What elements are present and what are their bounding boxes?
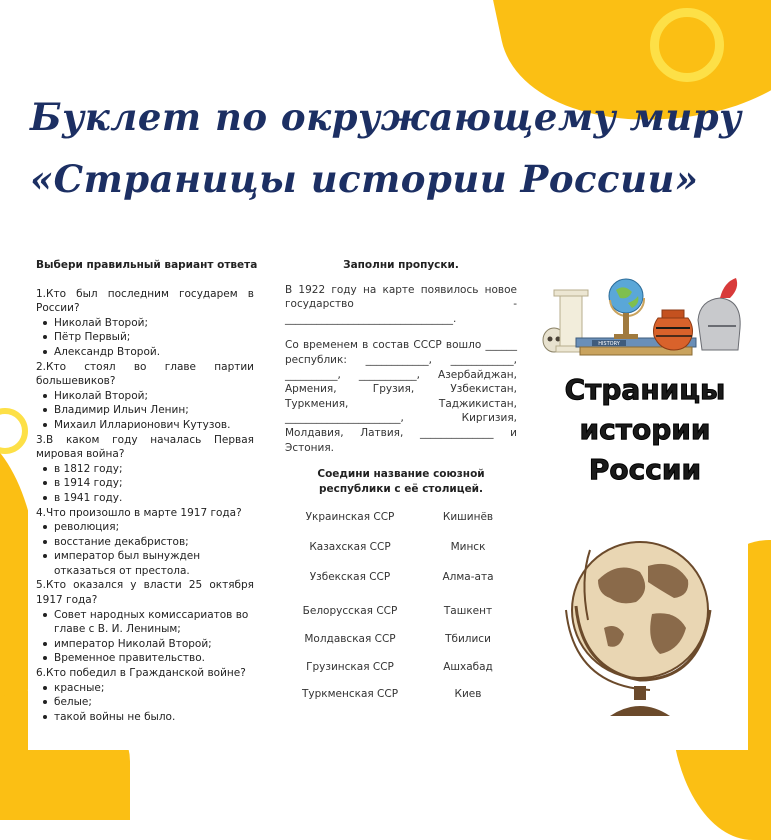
- quiz-column: [36, 258, 258, 724]
- republic-item: Молдавская ССР: [304, 633, 396, 646]
- small-globe-icon: [609, 279, 644, 339]
- option: в 1812 году;: [54, 462, 254, 477]
- fill-heading: Заполни пропуски.: [343, 259, 459, 271]
- capital-item: Кишинёв: [442, 511, 494, 524]
- capital-item: Тбилиси: [445, 633, 491, 646]
- option: Временное правительство.: [54, 651, 254, 666]
- option: такой войны не было.: [54, 710, 254, 725]
- page-title: [30, 86, 742, 210]
- capital-item: Минск: [450, 541, 486, 554]
- options-2: [36, 389, 254, 433]
- question-3: 3.В каком году началась Первая мировая война?: [36, 433, 254, 461]
- capital-item: Алма-ата: [442, 571, 494, 584]
- option: Николай Второй;: [54, 389, 254, 404]
- options-6: [36, 681, 254, 725]
- option: восстание декабристов;: [54, 535, 254, 550]
- option: Николай Второй;: [54, 316, 254, 331]
- globe-icon: [566, 542, 710, 716]
- option: в 1914 году;: [54, 476, 254, 491]
- option: в 1941 году.: [54, 491, 254, 506]
- option: белые;: [54, 695, 254, 710]
- helmet-icon: [698, 278, 740, 350]
- cover-column: [540, 270, 750, 740]
- option: император Николай Второй;: [54, 637, 254, 652]
- option: Владимир Ильич Ленин;: [54, 403, 254, 418]
- options-4: [36, 520, 254, 578]
- title-line-1: Буклет по окружающему миру: [30, 95, 742, 139]
- republic-item: Казахская ССР: [309, 541, 391, 554]
- capital-item: Ашхабад: [443, 661, 493, 674]
- match-heading: Соедини название союзной республики с её столицей.: [317, 468, 485, 495]
- option: революция;: [54, 520, 254, 535]
- republic-item: Грузинская ССР: [306, 661, 394, 674]
- republic-item: Белорусская ССР: [302, 605, 398, 618]
- quiz-heading: Выбери правильный вариант ответа: [36, 259, 258, 271]
- cover-title-line-1: Страницы: [564, 373, 726, 406]
- option: император был вынужден отказаться от престола.: [54, 549, 254, 578]
- question-1: 1.Кто был последним государем в России?: [36, 287, 254, 315]
- republic-item: Туркменская ССР: [301, 688, 399, 701]
- fill-paragraph-2: Со временем в состав СССР вошло ______ республик: ____________, ____________, __________, ___________, Азербайджан, Армения, Грузия, Узбекистан, Туркмения, Таджикистан, ______________________, Киргизия, Молдавия, Латвия, ______________ и Эстония.: [285, 339, 517, 454]
- cover-title: [540, 370, 750, 490]
- options-1: [36, 316, 254, 360]
- republic-item: Украинская ССР: [305, 511, 395, 524]
- cover-title-line-3: России: [588, 453, 702, 486]
- globe-illustration: [540, 510, 750, 730]
- cover-title-line-2: истории: [579, 413, 711, 446]
- option: Совет народных комиссариатов во главе с В. И. Лениным;: [54, 608, 254, 637]
- question-2: 2.Кто стоял во главе партии большевиков?: [36, 360, 254, 388]
- book-label: HISTORY: [598, 341, 620, 347]
- options-3: [36, 462, 254, 506]
- option: Пётр Первый;: [54, 330, 254, 345]
- decor-ring-top-right: [650, 8, 724, 82]
- fill-paragraph-1: В 1922 году на карте появилось новое государство - ________________________________.: [285, 283, 517, 325]
- match-table: [285, 510, 517, 740]
- history-objects-illustration: [540, 270, 750, 365]
- exercise-column: [285, 258, 517, 740]
- option: Александр Второй.: [54, 345, 254, 360]
- title-line-2: «Страницы истории России»: [30, 157, 699, 201]
- capital-item: Ташкент: [443, 605, 493, 618]
- options-5: [36, 608, 254, 666]
- decor-ring-left: [0, 408, 28, 454]
- question-4: 4.Что произошло в марте 1917 года?: [36, 506, 242, 519]
- option: Михаил Илларионович Кутузов.: [54, 418, 254, 433]
- option: красные;: [54, 681, 254, 696]
- question-6: 6.Кто победил в Гражданской войне?: [36, 667, 246, 680]
- republic-item: Узбекская ССР: [309, 571, 391, 584]
- capital-item: Киев: [454, 688, 482, 701]
- question-5: 5.Кто оказался у власти 25 октября 1917 года?: [36, 579, 254, 607]
- vase-icon: [654, 310, 693, 350]
